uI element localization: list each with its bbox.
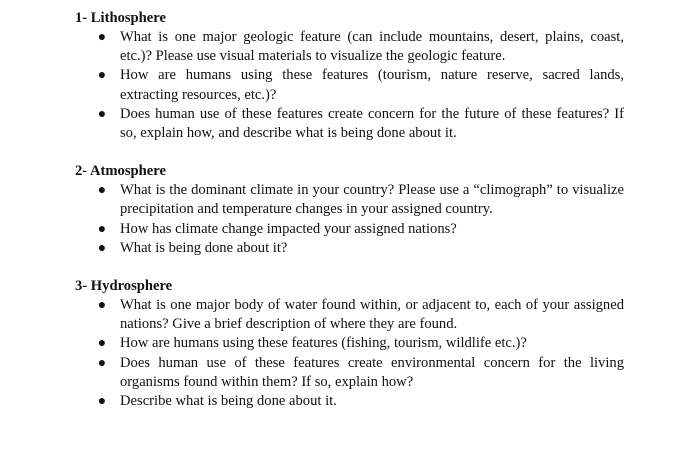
list-item-text: How are humans using these features (tourism, nature reserve, sacred lands, extracting resources, etc.)? xyxy=(120,67,624,103)
bullet-icon: ● xyxy=(97,68,107,84)
section-heading: 1- Lithosphere xyxy=(75,10,166,26)
bullet-icon: ● xyxy=(97,30,107,45)
bullet-icon: ● xyxy=(97,183,107,199)
question-list xyxy=(75,181,624,258)
list-item xyxy=(75,220,624,239)
list-item xyxy=(75,354,624,392)
bullet-icon: ● xyxy=(97,336,107,352)
question-list xyxy=(75,28,624,143)
section-lithosphere xyxy=(75,9,624,143)
list-item xyxy=(75,105,624,143)
list-item-text: Describe what is being done about it. xyxy=(120,393,337,410)
list-item-text: What is one major geologic feature (can include mountains, desert, plains, coast, etc.)? Please use visual materials to visualize the geologic feature. xyxy=(120,29,624,65)
list-item xyxy=(75,296,624,334)
bullet-icon: ● xyxy=(97,221,107,237)
list-item xyxy=(75,181,624,219)
list-item-text: What is the dominant climate in your country? Please use a “climograph” to visualize precipitation and temperature changes in your assigned country. xyxy=(120,182,624,218)
question-list xyxy=(75,296,624,411)
list-item-text: What is one major body of water found within, or adjacent to, each of your assigned nations? Give a brief description of where they are found. xyxy=(120,297,624,333)
section-heading: 2- Atmosphere xyxy=(75,163,166,180)
list-item-text: Does human use of these features create concern for the future of these features? If so, explain how, and describe what is being done about it. xyxy=(120,105,624,142)
bullet-icon: ● xyxy=(97,394,107,410)
bullet-icon: ● xyxy=(97,298,107,314)
list-item xyxy=(75,66,624,104)
list-item xyxy=(75,392,624,411)
list-item-text: How are humans using these features (fishing, tourism, wildlife etc.)? xyxy=(120,335,527,352)
bullet-icon: ● xyxy=(97,106,107,122)
list-item xyxy=(75,334,624,353)
list-item-text: Does human use of these features create environmental concern for the living organisms found within them? If so, explain how? xyxy=(120,354,624,390)
list-item-text: What is being done about it? xyxy=(120,239,288,256)
list-item xyxy=(75,28,624,66)
section-atmosphere xyxy=(75,162,624,258)
list-item xyxy=(75,239,624,258)
section-heading: 3- Hydrosphere xyxy=(75,278,173,295)
list-item-text: How has climate change impacted your assigned nations? xyxy=(120,220,457,237)
section-hydrosphere xyxy=(75,277,624,411)
bullet-icon: ● xyxy=(97,355,107,371)
bullet-icon: ● xyxy=(97,240,107,256)
